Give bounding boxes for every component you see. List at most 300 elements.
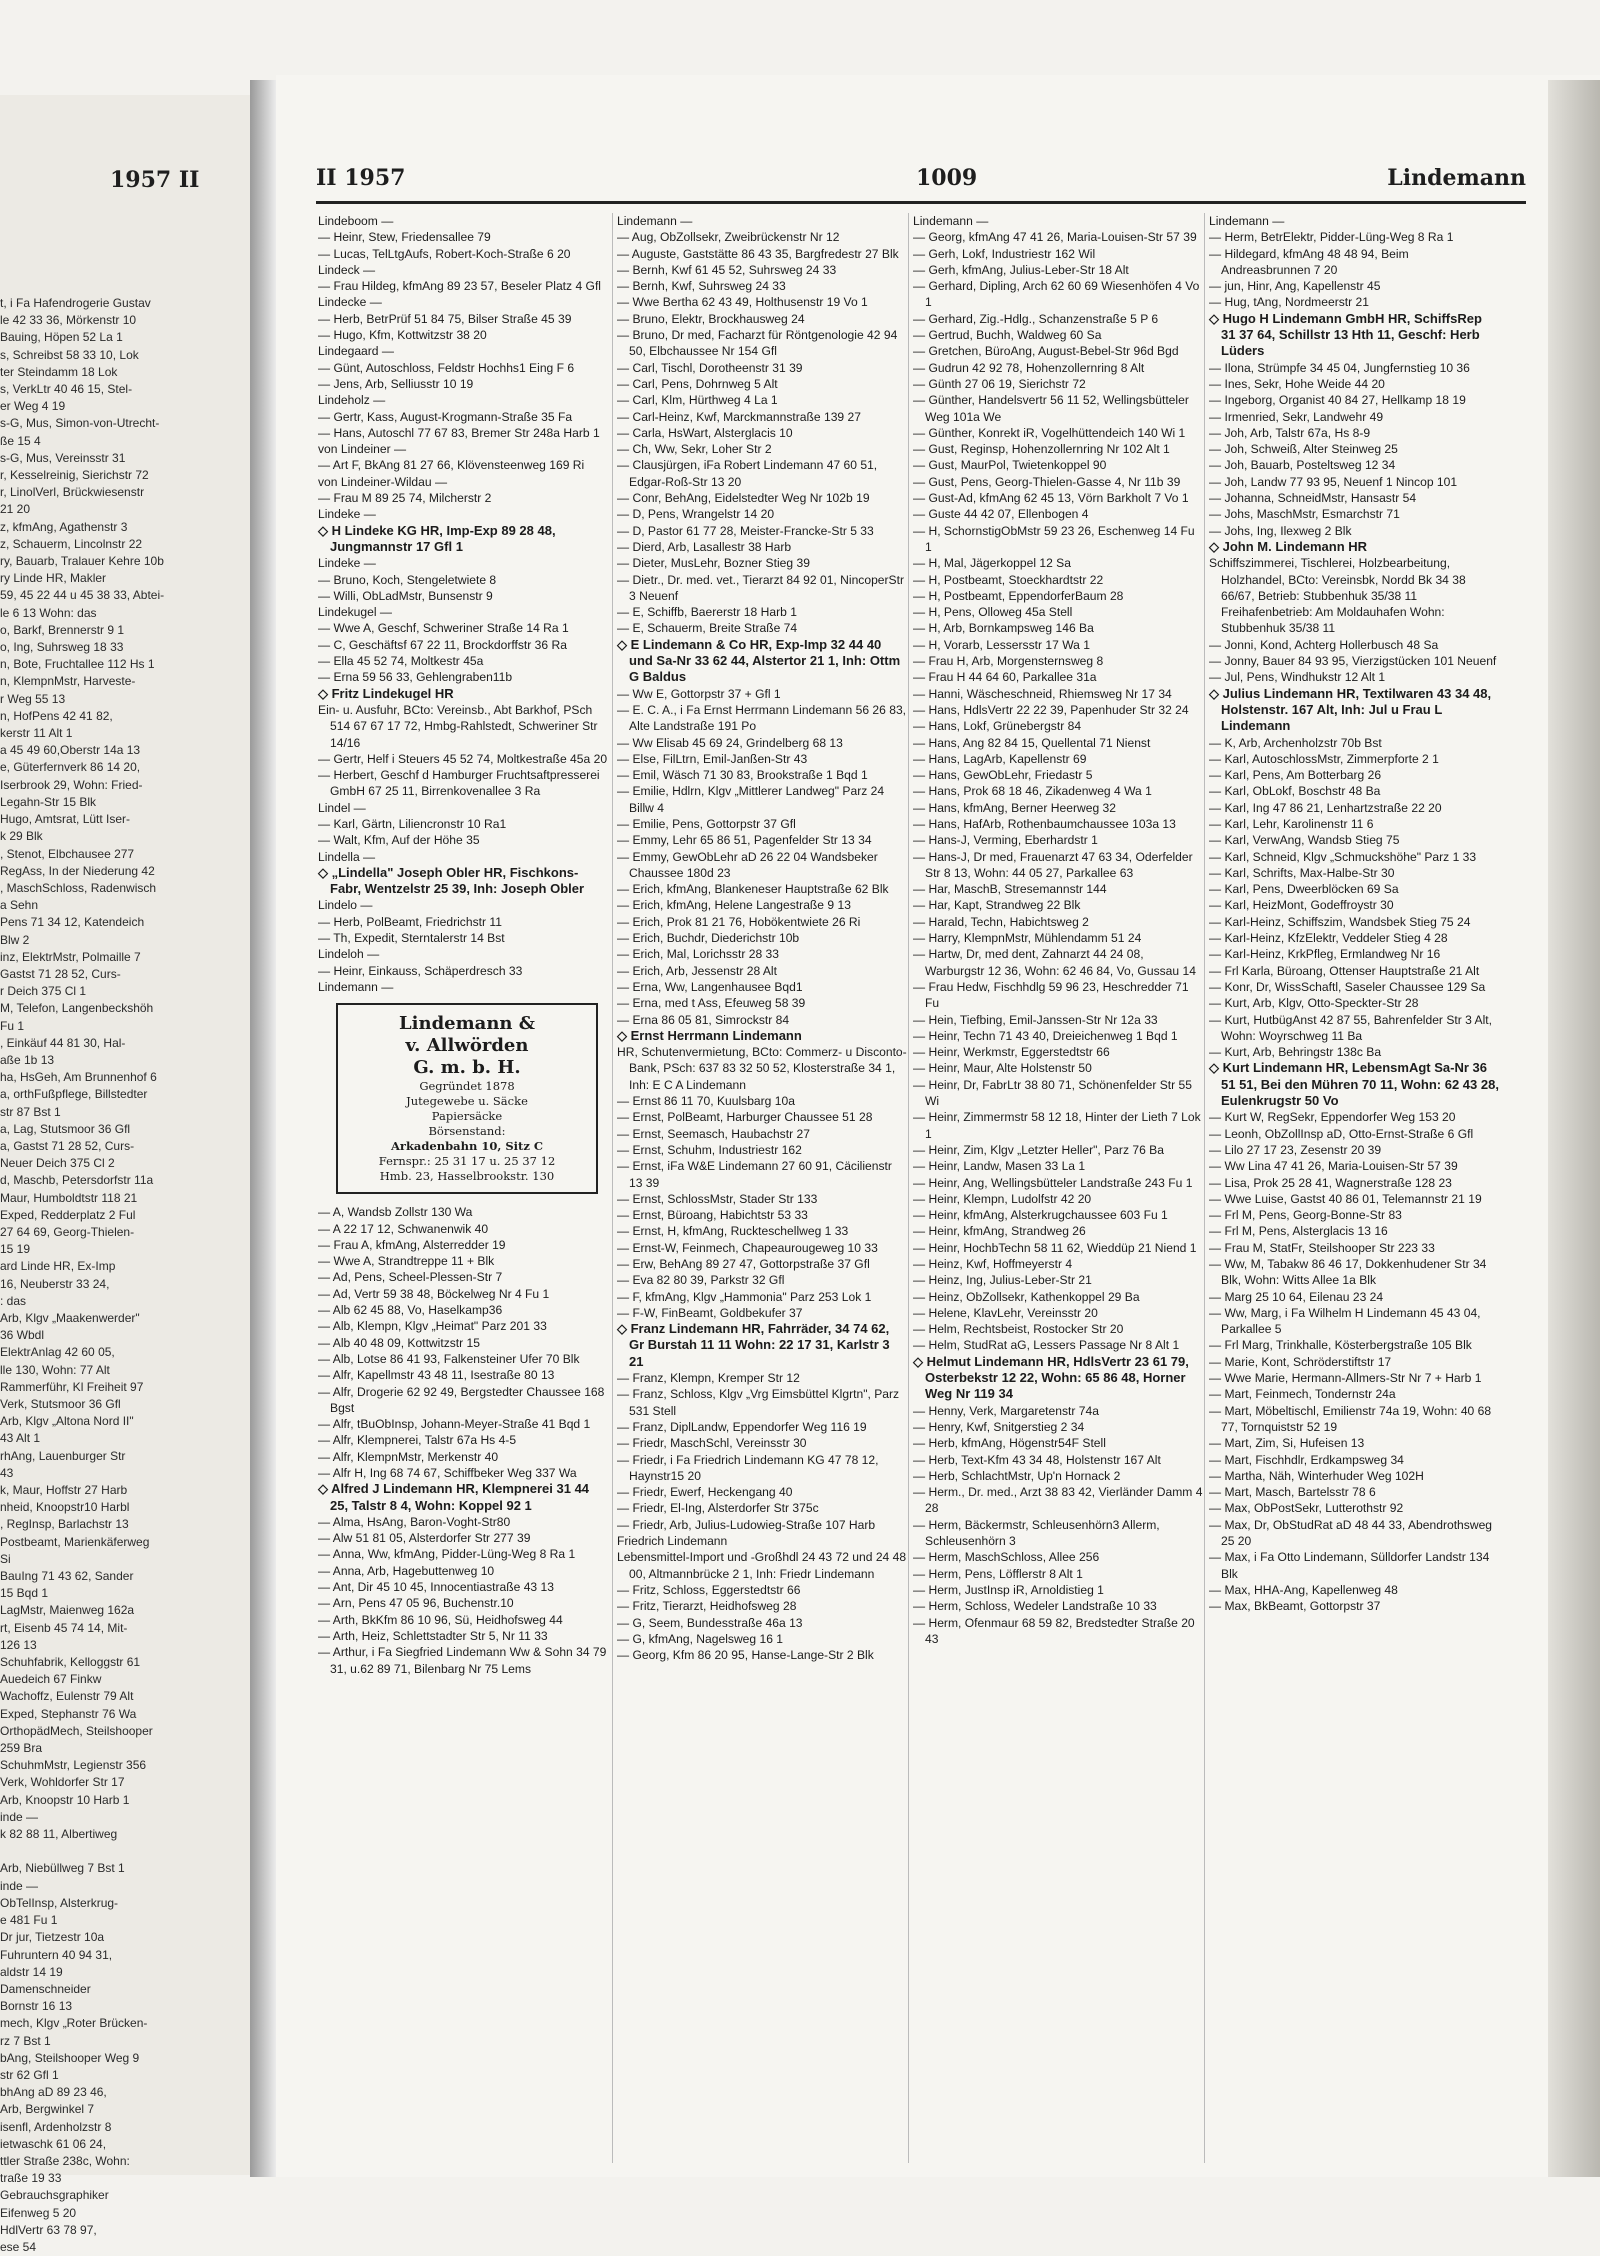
left-page-line: ry, Bauarb, Tralauer Kehre 10b xyxy=(0,554,164,569)
left-page-line: Bauing, Höpen 52 La 1 xyxy=(0,330,123,345)
directory-entry: Schiffszimmerei, Tischlerei, Holzbearbeitung, Holzhandel, BCto: Vereinsbk, Nordd Bk 34 38 66/67, Betrieb: Stubbenhuk 35/38 11 Freihafenbetrieb: Am Moldauhafen Wohn: Stubbenhuk 35/38 11 xyxy=(1209,556,1466,636)
directory-entry: — jun, Hinr, Ang, Kapellenstr 45 xyxy=(1209,279,1381,294)
directory-entry: — Ww E, Gottorpstr 37 + Gfl 1 xyxy=(617,686,781,701)
left-page-line: Arb, Klgv „Altona Nord II" xyxy=(0,1414,134,1429)
column-3 xyxy=(908,213,1203,2163)
directory-entry: — Erich, Mal, Lorichsstr 28 33 xyxy=(617,947,779,962)
directory-entry: — Herm, Bäckermstr, Schleusenhörn3 Allerm, Schleusenhörn 3 xyxy=(913,1517,1160,1549)
directory-entry: — Ernst, PolBeamt, Harburger Chaussee 51 28 xyxy=(617,1110,873,1125)
left-page-line: , MaschSchloss, Radenwisch xyxy=(0,880,157,895)
directory-entry: — Karl, Ing 47 86 21, Lenhartzstraße 22 20 xyxy=(1209,800,1442,815)
directory-entry: — K, Arb, Archenholzstr 70b Bst xyxy=(1209,735,1382,750)
directory-entry: — Karl, AutoschlossMstr, Zimmerpforte 2 1 xyxy=(1209,751,1439,766)
directory-entry: — Th, Expedit, Sterntalerstr 14 Bst xyxy=(318,931,505,946)
directory-entry: — Arthur, i Fa Siegfried Lindemann Ww & Sohn 34 79 31, u.62 89 71, Bilenbarg Nr 75 Lems xyxy=(318,1645,607,1676)
directory-entry: — Ernst, iFa W&E Lindemann 27 60 91, Cäcilienstr 13 39 xyxy=(617,1159,892,1190)
directory-entry: — Heinr, Stew, Friedensallee 79 xyxy=(318,230,491,245)
directory-entry: Lindegaard — xyxy=(318,344,394,359)
directory-entry: — Herm, Pens, Löfflerstr 8 Alt 1 xyxy=(913,1566,1083,1581)
left-page-line: k, Maur, Hoffstr 27 Harb xyxy=(0,1483,128,1498)
ad-line-1: Gegründet 1878 xyxy=(419,1079,515,1094)
directory-entry: ◇ „Lindella" Joseph Obler HR, Fischkons-Fabr, Wentzelstr 25 39, Inh: Joseph Obler xyxy=(318,864,585,897)
directory-entry: — Kurt, Arb, Behringstr 138c Ba xyxy=(1209,1045,1382,1060)
left-page-line: LagMstr, Maienweg 162a xyxy=(0,1603,135,1618)
directory-entry: — Günther, Handelsvertr 56 11 52, Wellingsbütteler Weg 101a We xyxy=(913,393,1189,424)
directory-entry: — A 22 17 12, Schwanenwik 40 xyxy=(318,1221,489,1236)
directory-entry: ◇ Kurt Lindemann HR, LebensmAgt Sa-Nr 36 51 51, Bei den Mühren 70 11, Wohn: 62 43 28, Eulenkrugstr 50 Vo xyxy=(1209,1060,1499,1109)
directory-entry: Lindecke — xyxy=(318,295,382,310)
left-page-line: aldstr 14 19 xyxy=(0,1964,63,1979)
left-page-line: Legahn-Str 15 Blk xyxy=(0,794,97,809)
directory-entry: — Ernst-W, Feinmech, Chapeaurougeweg 10 33 xyxy=(617,1240,878,1255)
directory-entry: — Ant, Dir 45 10 45, Innocentiastraße 43 13 xyxy=(318,1580,554,1595)
left-page-line: Damenschneider xyxy=(0,1981,91,1996)
directory-entry: — Hug, tAng, Nordmeerstr 21 xyxy=(1209,295,1369,310)
directory-entry: — Erna, Ww, Langenhausee Bqd1 xyxy=(617,979,803,994)
directory-entry: — Friedr, MaschSchl, Vereinsstr 30 xyxy=(617,1436,807,1451)
directory-entry: — Hugo, Kfm, Kottwitzstr 38 20 xyxy=(318,328,487,343)
left-page-line: d, Maschb, Petersdorfstr 11a xyxy=(0,1173,154,1188)
left-page-line: mech, Klgv „Roter Brücken- xyxy=(0,2016,148,2031)
left-page-line: le 42 33 36, Mörkenstr 10 xyxy=(0,313,137,328)
directory-entry: Lindeboom — xyxy=(318,214,394,228)
directory-entry: — Herm, BetrElektr, Pidder-Lüng-Weg 8 Ra 1 xyxy=(1209,230,1454,245)
directory-entry: — Ernst, Seemasch, Haubachstr 27 xyxy=(617,1126,810,1141)
directory-entry: — Heinr, Dr, FabrLtr 38 80 71, Schönenfelder Str 55 Wi xyxy=(913,1077,1192,1109)
directory-entry: — Günt, Autoschloss, Feldstr Hochhs1 Eing F 6 xyxy=(318,360,575,375)
left-page-line: s-G, Mus, Vereinsstr 31 xyxy=(0,450,126,465)
directory-entry: — Ernst, Büroang, Habichtstr 53 33 xyxy=(617,1208,808,1223)
directory-entry: ◇ Ernst Herrmann Lindemann xyxy=(617,1027,802,1043)
directory-entry: — Heinr, Landw, Masen 33 La 1 xyxy=(913,1159,1086,1174)
directory-entry: — Mart, Zim, Si, Hufeisen 13 xyxy=(1209,1436,1365,1451)
directory-entry: — Ad, Pens, Scheel-Plessen-Str 7 xyxy=(318,1270,503,1285)
directory-entry: — Erich, Arb, Jessenstr 28 Alt xyxy=(617,963,777,978)
directory-entry: — D, Pens, Wrangelstr 14 20 xyxy=(617,507,775,522)
page-number: 1009 xyxy=(916,165,978,191)
left-page xyxy=(0,95,253,2254)
left-page-listing xyxy=(0,295,245,2256)
directory-entry: Lebensmittel-Import und -Großhdl 24 43 72 und 24 48 00, Altmannbrücke 2 1, Inh: Friedr Lindemann xyxy=(617,1550,907,1581)
directory-entry: — Georg, kfmAng 47 41 26, Maria-Louisen-Str 57 39 xyxy=(913,230,1197,245)
directory-entry: — Hans-J, Verming, Eberhardstr 1 xyxy=(913,833,1098,848)
left-page-line: a 45 49 60,Oberstr 14a 13 xyxy=(0,743,141,758)
directory-entry: — Emil, Wäsch 71 30 83, Brookstraße 1 Bqd 1 xyxy=(617,768,868,783)
directory-entry: — Joh, Arb, Talstr 67a, Hs 8-9 xyxy=(1209,425,1371,440)
directory-entry: — Anna, Ww, kfmAng, Pidder-Lüng-Weg 8 Ra 1 xyxy=(318,1547,576,1562)
left-page-line: r, Kesselreinig, Sierichstr 72 xyxy=(0,468,149,483)
directory-entry: Ein- u. Ausfuhr, BCto: Vereinsb., Abt Barkhof, PSch 514 67 67 17 72, Hmbg-Rahlstedt, Schweriner Str 14/16 xyxy=(318,702,598,750)
directory-entry: — H, SchornstigObMstr 59 23 26, Eschenweg 14 Fu 1 xyxy=(913,523,1195,554)
left-page-line: kerstr 11 Alt 1 xyxy=(0,726,73,741)
volume-year: II 1957 xyxy=(316,165,406,191)
directory-entry: — Harry, KlempnMstr, Mühlendamm 51 24 xyxy=(913,931,1142,946)
directory-entry: — Ernst, H, kfmAng, Ruckteschellweg 1 33 xyxy=(617,1224,849,1239)
left-page-line: bhAng aD 89 23 46, xyxy=(0,2085,107,2100)
directory-entry: — Heinr, Werkmstr, Eggerstedtstr 66 xyxy=(913,1045,1110,1060)
directory-entry: — Alb 40 48 09, Kottwitzstr 15 xyxy=(318,1335,481,1350)
directory-entry: Lindella — xyxy=(318,849,376,864)
left-page-line: , Einkäuf 44 81 30, Hal- xyxy=(0,1035,126,1050)
left-page-line: Iserbrook 29, Wohn: Fried- xyxy=(0,777,143,792)
column-4 xyxy=(1204,213,1499,2163)
directory-entry: — Wwe A, Geschf, Schweriner Straße 14 Ra 1 xyxy=(318,621,569,636)
directory-entry: — Helm, StudRat aG, Lessers Passage Nr 8 Alt 1 xyxy=(913,1338,1180,1353)
left-page-line: traße 19 33 xyxy=(0,2171,62,2186)
directory-entry: — Heinz, Kwf, Hoffmeyerstr 4 xyxy=(913,1257,1073,1271)
directory-entry: von Lindeiner — xyxy=(318,442,407,457)
directory-entry: — Hans, Lokf, Grünebergstr 84 xyxy=(913,719,1082,734)
directory-entry: — Hans, LagArb, Kapellenstr 69 xyxy=(913,751,1087,766)
left-page-line: z, kfmAng, Agathenstr 3 xyxy=(0,519,128,534)
directory-entry: — Kurt, HutbügAnst 42 87 55, Bahrenfelder Str 3 Alt, Wohn: Woyrschweg 11 Ba xyxy=(1209,1012,1493,1043)
left-page-line: Maur, Humboldtstr 118 21 xyxy=(0,1190,138,1205)
directory-entry: HR, Schutenvermietung, BCto: Commerz- u Disconto-Bank, PSch: 637 83 32 50 52, Klosterstraße 34 1, Inh: E C A Lindemann xyxy=(617,1045,907,1092)
directory-entry: Lindeck — xyxy=(318,262,376,277)
directory-entry: — Heinz, Ing, Julius-Leber-Str 21 xyxy=(913,1273,1092,1288)
left-page-line: Blw 2 xyxy=(0,932,30,947)
left-page-header: 1957 II xyxy=(110,167,200,193)
directory-entry: — Carl, Pens, Dohrnweg 5 Alt xyxy=(617,376,778,391)
left-page-line: : das xyxy=(0,1293,27,1308)
directory-entry: — Johs, Ing, Ilexweg 2 Blk xyxy=(1209,523,1352,538)
directory-entry: — Hans, Autoschl 77 67 83, Bremer Str 248a Harb 1 xyxy=(318,425,600,440)
directory-entry: — Hans, GewObLehr, Friedastr 5 xyxy=(913,768,1093,783)
left-page-line: 43 xyxy=(0,1465,14,1480)
directory-entry: — Erich, kfmAng, Helene Langestraße 9 13 xyxy=(617,898,851,913)
left-page-line: ard Linde HR, Ex-Imp xyxy=(0,1259,116,1274)
directory-entry: — Herm, Ofenmaur 68 59 82, Bredstedter Straße 20 43 xyxy=(913,1615,1195,1646)
directory-entry: — Johanna, SchneidMstr, Hansastr 54 xyxy=(1209,491,1417,506)
directory-entry: — Karl-Heinz, KrkPfleg, Ermlandweg Nr 16 xyxy=(1209,947,1441,962)
left-page-line: 15 Bqd 1 xyxy=(0,1586,49,1601)
directory-entry: — Erw, BehAng 89 27 47, Gottorpstraße 37 Gfl xyxy=(617,1257,870,1271)
left-page-line: inde — xyxy=(0,1809,39,1824)
directory-entry: — H, Pens, Olloweg 45a Stell xyxy=(913,605,1073,620)
directory-entry: — Friedr, i Fa Friedrich Lindemann KG 47 78 12, Haynstr15 20 xyxy=(617,1452,879,1483)
left-page-line: Exped, Redderplatz 2 Ful xyxy=(0,1207,136,1222)
directory-entry: — Gerhard, Dipling, Arch 62 60 69 Wiesenhöfen 4 Vo 1 xyxy=(913,279,1200,310)
left-page-line: HdlVertr 63 78 97, xyxy=(0,2222,97,2237)
left-page-line: s, VerkLtr 40 46 15, Stel- xyxy=(0,382,133,397)
left-page-line: rt, Eisenb 45 74 14, Mit- xyxy=(0,1620,128,1635)
directory-entry: — Ww, Marg, i Fa Wilhelm H Lindemann 45 43 04, Parkallee 5 xyxy=(1209,1305,1481,1337)
directory-entry: — Dietr., Dr. med. vet., Tierarzt 84 92 01, NincoperStr 3 Neuenf xyxy=(617,572,905,603)
directory-entry: — Arth, BkKfm 86 10 96, Sü, Heidhofsweg 44 xyxy=(318,1612,563,1627)
directory-entry: — E, Schiffb, Baererstr 18 Harb 1 xyxy=(617,605,797,620)
directory-entry: — Mart, Feinmech, Tondernstr 24a xyxy=(1209,1387,1396,1402)
left-page-line: Hugo, Amtsrat, Lütt Iser- xyxy=(0,812,131,827)
directory-entry: Lindekugel — xyxy=(318,605,392,620)
directory-entry: — Willi, ObLadMstr, Bunsenstr 9 xyxy=(318,588,493,603)
directory-entry: — Gust-Ad, kfmAng 62 45 13, Vörn Barkholt 7 Vo 1 xyxy=(913,491,1189,506)
directory-columns xyxy=(318,213,1558,2163)
directory-entry: — F, kfmAng, Klgv „Hammonia" Parz 253 Lok 1 xyxy=(617,1289,872,1304)
directory-entry: — Franz, Schloss, Klgv „Vrg Eimsbüttel Klgrtn", Parz 531 Stell xyxy=(617,1387,900,1418)
directory-entry: — Joh, Schweiß, Alter Steinweg 25 xyxy=(1209,442,1398,457)
directory-entry: — Irmenried, Sekr, Landwehr 49 xyxy=(1209,409,1384,424)
directory-entry: — Karl-Heinz, KfzElektr, Veddeler Stieg 4 28 xyxy=(1209,931,1448,946)
column-1 xyxy=(318,213,608,2163)
directory-entry: — Har, MaschB, Stresemannstr 144 xyxy=(913,882,1107,897)
directory-entry: — Henry, Kwf, Snitgerstieg 2 34 xyxy=(913,1419,1085,1434)
directory-entry: — Franz, DiplLandw, Eppendorfer Weg 116 19 xyxy=(617,1419,867,1434)
directory-entry: — Karl, Pens, Am Botterbarg 26 xyxy=(1209,768,1382,783)
left-page-line: Si xyxy=(0,1551,11,1566)
directory-entry: — Bruno, Koch, Stengeletwiete 8 xyxy=(318,572,497,587)
directory-entry: — Helene, KlavLehr, Vereinsstr 20 xyxy=(913,1305,1098,1320)
directory-entry: — Alfr, Kapellmstr 43 48 11, Isestraße 80 13 xyxy=(318,1368,555,1383)
directory-entry: — Günther, Konrekt iR, Vogelhüttendeich 140 Wi 1 xyxy=(913,425,1186,440)
directory-entry: — Erich, kfmAng, Blankeneser Hauptstraße 62 Blk xyxy=(617,882,889,897)
directory-entry: — Carl, Klm, Hürthweg 4 La 1 xyxy=(617,393,778,408)
directory-entry: — Heinr, Techn 71 43 40, Dreieichenweg 1 Bqd 1 xyxy=(913,1028,1178,1043)
directory-entry: — Gust, Pens, Georg-Thielen-Gasse 4, Nr 11b 39 xyxy=(913,474,1181,489)
directory-entry: — Emmy, Lehr 65 86 51, Pagenfelder Str 13 34 xyxy=(617,833,872,848)
directory-entry: — Ch, Ww, Sekr, Loher Str 2 xyxy=(617,442,772,457)
left-page-line: Gastst 71 28 52, Curs- xyxy=(0,966,121,981)
ad-line-7: Hmb. 23, Hasselbrookstr. 130 xyxy=(379,1169,555,1184)
left-page-line: r, LinolVerl, Brückwiesenstr xyxy=(0,485,145,500)
directory-entry: — Frl M, Pens, Georg-Bonne-Str 83 xyxy=(1209,1208,1402,1223)
directory-entry: — Lilo 27 17 23, Zesenstr 20 39 xyxy=(1209,1142,1382,1157)
left-page-line: ter Steindamm 18 Lok xyxy=(0,364,118,379)
directory-entry: — Frau M 89 25 74, Milcherstr 2 xyxy=(318,491,492,506)
directory-entry: — D, Pastor 61 77 28, Meister-Francke-Str 5 33 xyxy=(617,523,874,538)
directory-entry: — Karl, Lehr, Karolinenstr 11 6 xyxy=(1209,816,1374,831)
left-page-line: o, Ing, Suhrsweg 18 33 xyxy=(0,640,124,655)
directory-entry: Lindemann — xyxy=(913,214,989,228)
directory-entry: Lindeloh — xyxy=(318,947,380,962)
directory-entry: — Harald, Techn, Habichtsweg 2 xyxy=(913,914,1089,929)
directory-entry: ◇ Fritz Lindekugel HR xyxy=(318,685,454,701)
directory-entry: — Herb, SchlachtMstr, Up'n Hornack 2 xyxy=(913,1468,1121,1483)
column-1-entries-bottom xyxy=(318,1204,608,1677)
directory-entry: — Erna 59 56 33, Gehlengraben11b xyxy=(318,670,513,685)
directory-entry: — C, Geschäftsf 67 22 11, Brockdorffstr 36 Ra xyxy=(318,637,567,652)
directory-entry: — Fritz, Schloss, Eggerstedtstr 66 xyxy=(617,1582,801,1597)
right-page xyxy=(276,75,1600,2177)
directory-entry: — Hein, Tiefbing, Emil-Janssen-Str Nr 12a 33 xyxy=(913,1012,1158,1027)
left-page-line: e, Güterfernverk 86 14 20, xyxy=(0,760,141,775)
directory-entry: — Karl, Gärtn, Liliencronstr 10 Ra1 xyxy=(318,816,507,831)
directory-entry: — Gerh, Lokf, Industriestr 162 Wil xyxy=(913,246,1096,261)
left-page-line: Dr jur, Tietzestr 10a xyxy=(0,1930,105,1945)
left-page-line: 21 20 xyxy=(0,502,31,517)
left-page-line: rz 7 Bst 1 xyxy=(0,2033,51,2048)
directory-entry: Lindeke — xyxy=(318,556,376,571)
directory-entry: — Max, BkBeamt, Gottorpstr 37 xyxy=(1209,1599,1381,1614)
directory-entry: — Dierd, Arb, Lasallestr 38 Harb xyxy=(617,539,792,554)
page-edge xyxy=(1548,80,1600,2177)
directory-entry: — Frau H 44 64 60, Parkallee 31a xyxy=(913,670,1097,685)
directory-entry: — Georg, Kfm 86 20 95, Hanse-Lange-Str 2 Blk xyxy=(617,1648,874,1663)
left-page-line: e 481 Fu 1 xyxy=(0,1913,58,1928)
directory-entry: — Emilie, Hdlrn, Klgv „Mittlerer Landweg" Parz 24 Billw 4 xyxy=(617,784,885,815)
directory-entry: — Johs, MaschMstr, Esmarchstr 71 xyxy=(1209,507,1400,522)
directory-entry: — Helm, Rechtsbeist, Rostocker Str 20 xyxy=(913,1322,1124,1337)
directory-entry: — F-W, FinBeamt, Goldbekufer 37 xyxy=(617,1305,803,1320)
left-page-line: SchuhmMstr, Legienstr 356 xyxy=(0,1758,147,1773)
directory-entry: — Arn, Pens 47 05 96, Buchenstr.10 xyxy=(318,1596,514,1611)
directory-entry: — Alfr H, Ing 68 74 67, Schiffbeker Weg 337 Wa xyxy=(318,1466,577,1480)
directory-entry: — Heinr, Ang, Wellingsbütteler Landstraße 243 Fu 1 xyxy=(913,1175,1193,1190)
directory-entry: — Erna 86 05 81, Simrockstr 84 xyxy=(617,1012,790,1027)
left-page-line: ElektrAnlag 42 60 05, xyxy=(0,1345,115,1360)
directory-entry: — H, Mal, Jägerkoppel 12 Sa xyxy=(913,556,1071,571)
directory-entry: — Gudrun 42 92 78, Hohenzollernring 8 Alt xyxy=(913,360,1145,375)
directory-entry: Lindelo — xyxy=(318,898,373,913)
directory-entry: — Max, HHA-Ang, Kapellenweg 48 xyxy=(1209,1582,1398,1597)
directory-entry: — Jul, Pens, Windhukstr 12 Alt 1 xyxy=(1209,670,1386,685)
left-page-line: Pens 71 34 12, Katendeich xyxy=(0,915,145,930)
left-page-line: s-G, Mus, Simon-von-Utrecht- xyxy=(0,416,160,431)
directory-entry: — Jens, Arb, Selliusstr 10 19 xyxy=(318,376,474,391)
directory-entry: ◇ Helmut Lindemann HR, HdlsVertr 23 61 79, Osterbekstr 12 22, Wohn: 65 86 48, Horner Weg Nr 119 34 xyxy=(913,1353,1189,1402)
directory-entry: — Karl-Heinz, Schiffszim, Wandsbek Stieg 75 24 xyxy=(1209,914,1471,929)
directory-entry: — Ilona, Strümpfe 34 45 04, Jungfernstieg 10 36 xyxy=(1209,360,1470,375)
directory-entry: — Ernst, SchlossMstr, Stader Str 133 xyxy=(617,1191,818,1206)
directory-entry: — Ww, M, Tabakw 86 46 17, Dokkenhudener Str 34 Blk, Wohn: Witts Allee 1a Blk xyxy=(1209,1257,1487,1288)
directory-entry: — Herm, Schloss, Wedeler Landstraße 10 33 xyxy=(913,1599,1157,1614)
directory-entry: — Guste 44 42 07, Ellenbogen 4 xyxy=(913,507,1089,522)
directory-entry: — Har, Kapt, Strandweg 22 Blk xyxy=(913,898,1081,913)
ad-line-2: Jutegewebe u. Säcke xyxy=(406,1094,528,1109)
header-rule xyxy=(316,201,1526,204)
directory-entry: ◇ E Lindemann & Co HR, Exp-Imp 32 44 40 und Sa-Nr 33 62 44, Alstertor 21 1, Inh: Ottm G Baldus xyxy=(617,636,901,685)
left-page-line: OrthopädMech, Steilshooper xyxy=(0,1723,153,1738)
directory-entry: — Friedr, Arb, Julius-Ludowieg-Straße 107 Harb xyxy=(617,1517,876,1532)
left-page-line: aße 1b 13 xyxy=(0,1052,55,1067)
left-page-line: ttler Straße 238c, Wohn: xyxy=(0,2153,130,2168)
directory-entry: — Heinz, ObZollsekr, Kathenkoppel 29 Ba xyxy=(913,1289,1140,1304)
directory-entry: — Hans, HdlsVertr 22 22 39, Papenhuder Str 32 24 xyxy=(913,702,1189,717)
directory-entry: — Herb, kfmAng, Högenstr54F Stell xyxy=(913,1436,1106,1451)
directory-entry: — Gertr, Kass, August-Krogmann-Straße 35 Fa xyxy=(318,409,573,424)
directory-entry: — Dieter, MusLehr, Bozner Stieg 39 xyxy=(617,556,810,571)
directory-entry: — Alfr, Drogerie 62 92 49, Bergstedter Chaussee 168 Bgst xyxy=(318,1384,605,1415)
directory-entry: — Max, i Fa Otto Lindemann, Sülldorfer Landstr 134 Blk xyxy=(1209,1550,1490,1581)
directory-entry: Friedrich Lindemann xyxy=(617,1534,728,1549)
advertisement-box xyxy=(336,1003,598,1194)
left-page-line: Verk, Wohldorfer Str 17 xyxy=(0,1775,125,1790)
directory-entry: — H, Postbeamt, EppendorferBaum 28 xyxy=(913,588,1124,603)
left-page-line: Postbeamt, Marienkäferweg xyxy=(0,1534,150,1549)
left-page-line: ese 54 xyxy=(0,2239,37,2254)
directory-entry: — Fritz, Tierarzt, Heidhofsweg 28 xyxy=(617,1599,797,1614)
directory-entry: — Hildegard, kfmAng 48 48 94, Beim Andreasbrunnen 7 20 xyxy=(1209,246,1409,277)
left-page-line: lle 130, Wohn: 77 Alt xyxy=(0,1362,110,1377)
ad-line-5: Arkadenbahn 10, Sitz C xyxy=(390,1139,544,1154)
left-page-line: 16, Neuberstr 33 24, xyxy=(0,1276,110,1291)
left-page-line: , Stenot, Elbchausee 277 xyxy=(0,846,135,861)
left-page-line: bAng, Steilshooper Weg 9 xyxy=(0,2050,140,2065)
directory-entry: — Gust, Reginsp, Hohenzollernring Nr 102 Alt 1 xyxy=(913,442,1170,457)
directory-entry: — H, Postbeamt, Stoeckhardtstr 22 xyxy=(913,572,1104,587)
directory-entry: von Lindeiner-Wildau — xyxy=(318,474,448,489)
directory-entry: ◇ Julius Lindemann HR, Textilwaren 43 34 48, Holstenstr. 167 Alt, Inh: Jul u Frau L Lindemann xyxy=(1209,685,1492,734)
left-page-line: ße 15 4 xyxy=(0,433,41,448)
directory-entry: — Bernh, Kwf, Suhrsweg 24 33 xyxy=(617,279,786,294)
directory-entry: Lindemann — xyxy=(318,979,394,994)
directory-entry: — Gust, MaurPol, Twietenkoppel 90 xyxy=(913,458,1107,473)
directory-entry: — Hans, Ang 82 84 15, Quellental 71 Nienst xyxy=(913,735,1151,750)
directory-entry: — Kurt W, RegSekr, Eppendorfer Weg 153 20 xyxy=(1209,1110,1456,1125)
directory-entry: — Ernst 86 11 70, Kuulsbarg 10a xyxy=(617,1094,795,1109)
directory-entry: — Alw 51 81 05, Alsterdorfer Str 277 39 xyxy=(318,1531,531,1546)
column-1-entries-top xyxy=(318,213,608,995)
directory-entry: — Auguste, Gaststätte 86 43 35, Bargfredestr 27 Blk xyxy=(617,246,899,261)
directory-entry: — Alma, HsAng, Baron-Voght-Str80 xyxy=(318,1514,511,1529)
directory-entry: — Erna, med t Ass, Efeuweg 58 39 xyxy=(617,996,806,1011)
directory-entry: — Kurt, Arb, Klgv, Otto-Speckter-Str 28 xyxy=(1209,996,1419,1011)
directory-entry: — Gerhard, Zig.-Hdlg., Schanzenstraße 5 P 6 xyxy=(913,311,1159,326)
left-page-line: n, HofPens 42 41 82, xyxy=(0,708,113,723)
directory-entry: Lindel — xyxy=(318,800,366,815)
left-page-line: Schuhfabrik, Kelloggstr 61 xyxy=(0,1655,141,1670)
book-gutter xyxy=(250,80,276,2177)
left-page-line: Fu 1 xyxy=(0,1018,25,1033)
directory-entry: — Joh, Bauarb, Posteltsweg 12 34 xyxy=(1209,458,1396,473)
left-page-line: Arb, Knoopstr 10 Harb 1 xyxy=(0,1792,130,1807)
directory-entry: — Heinr, Zimmermstr 58 12 18, Hinter der Lieth 7 Lok 1 xyxy=(913,1110,1201,1141)
directory-entry: — Heinr, Zim, Klgv „Letzter Heller", Parz 76 Ba xyxy=(913,1142,1164,1157)
ad-line-4: Börsenstand: xyxy=(428,1124,506,1139)
left-page-line: Eifenweg 5 20 xyxy=(0,2205,77,2220)
directory-entry: — Ernst, Schuhm, Industriestr 162 xyxy=(617,1142,802,1157)
left-page-line: a Sehn xyxy=(0,898,39,913)
left-page-line: t, i Fa Hafendrogerie Gustav xyxy=(0,296,151,310)
directory-entry: — Joh, Landw 77 93 95, Neuenf 1 Nincop 101 xyxy=(1209,474,1458,489)
ad-line-6: Fernspr.: 25 31 17 u. 25 37 12 xyxy=(378,1154,556,1169)
left-page-line: ObTelInsp, Alsterkrug- xyxy=(0,1895,119,1910)
left-page-line: str 87 Bst 1 xyxy=(0,1104,61,1119)
directory-entry: ◇ H Lindeke KG HR, Imp-Exp 89 28 48, Jungmannstr 17 Gfl 1 xyxy=(318,522,556,554)
directory-entry: — Emmy, GewObLehr aD 26 22 04 Wandsbeker Chaussee 180d 23 xyxy=(617,849,878,880)
directory-entry: — Gretchen, BüroAng, August-Bebel-Str 96d Bgd xyxy=(913,344,1179,359)
left-page-line: er Weg 4 19 xyxy=(0,399,66,414)
directory-entry: — Art F, BkAng 81 27 66, Klövensteenweg 169 Ri xyxy=(318,458,585,473)
directory-entry: — Karl, Schneid, Klgv „Schmuckshöhe" Parz 1 33 xyxy=(1209,849,1477,864)
left-page-line: Gebrauchsgraphiker xyxy=(0,2188,109,2203)
directory-entry: — Mart, Möbeltischl, Emilienstr 74a 19, Wohn: 40 68 77, Tornquiststr 52 19 xyxy=(1209,1403,1492,1434)
directory-entry: — Ella 45 52 74, Moltkestr 45a xyxy=(318,654,484,669)
directory-entry: — Alfr, KlempnMstr, Merkenstr 40 xyxy=(318,1449,499,1464)
directory-entry: — Alb, Klempn, Klgv „Heimat" Parz 201 33 xyxy=(318,1319,547,1334)
directory-entry: — Conr, BehAng, Eidelstedter Weg Nr 102b 19 xyxy=(617,491,870,506)
left-page-line: Exped, Stephanstr 76 Wa xyxy=(0,1706,137,1721)
directory-entry: — Herm, JustInsp iR, Arnoldistieg 1 xyxy=(913,1582,1104,1597)
directory-entry: — Walt, Kfm, Auf der Höhe 35 xyxy=(318,833,480,848)
directory-entry: — Leonh, ObZollInsp aD, Otto-Ernst-Straße 6 Gfl xyxy=(1209,1126,1474,1141)
directory-entry: — G, kfmAng, Nagelsweg 16 1 xyxy=(617,1631,784,1646)
directory-entry: Lindemann — xyxy=(617,214,693,228)
left-page-line: 43 Alt 1 xyxy=(0,1431,41,1446)
directory-entry: — Frl Karla, Büroang, Ottenser Hauptstraße 21 Alt xyxy=(1209,963,1480,978)
directory-entry: — Herm, MaschSchloss, Allee 256 xyxy=(913,1550,1100,1565)
directory-entry: — Alb 62 45 88, Vo, Haselkamp36 xyxy=(318,1303,503,1318)
left-page-line: ry Linde HR, Makler xyxy=(0,571,107,586)
left-page-line: isenfl, Ardenholzstr 8 xyxy=(0,2119,112,2134)
directory-entry: — Frau H, Arb, Morgensternsweg 8 xyxy=(913,654,1104,669)
directory-entry: — Carla, HsWart, Alsterglacis 10 xyxy=(617,425,793,440)
directory-entry: — Ines, Sekr, Hohe Weide 44 20 xyxy=(1209,376,1385,391)
directory-entry: — Clausjürgen, iFa Robert Lindemann 47 60 51, Edgar-Roß-Str 13 20 xyxy=(617,458,878,489)
directory-entry: — Lucas, TelLtgAufs, Robert-Koch-Straße 6 20 xyxy=(318,246,571,261)
left-page-line: s, Schreibst 58 33 10, Lok xyxy=(0,347,139,362)
left-page-line: Rammerführ, Kl Freiheit 97 xyxy=(0,1379,144,1394)
left-page-line: Wachoffz, Eulenstr 79 Alt xyxy=(0,1689,134,1704)
